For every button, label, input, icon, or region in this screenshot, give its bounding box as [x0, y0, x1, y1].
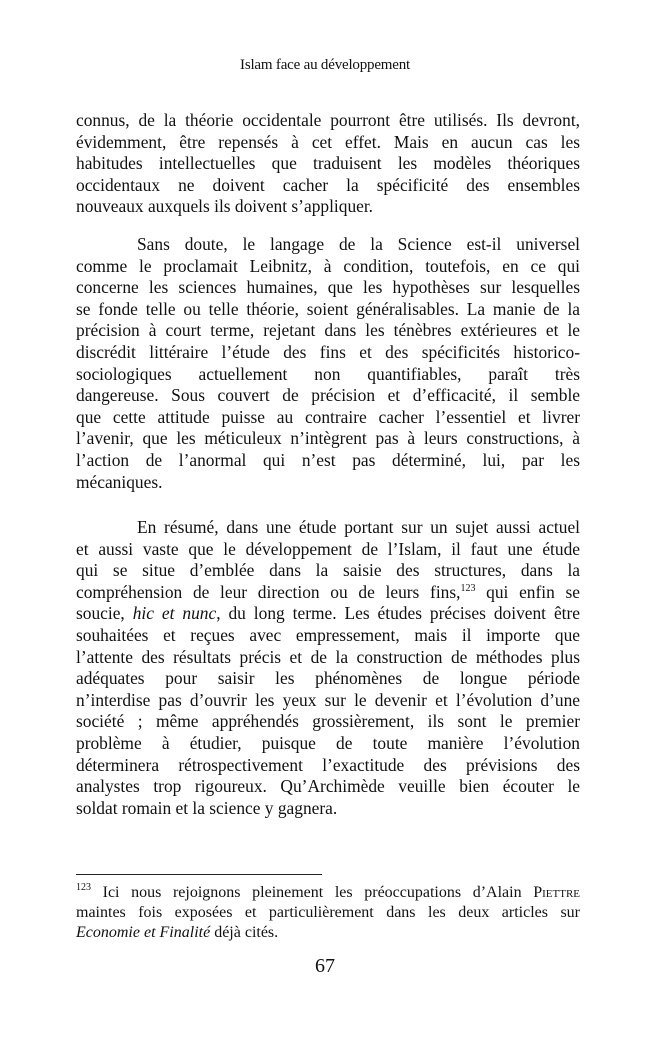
text-line: connus, de la théorie occidentale pourront être utilisés. Ils devront,	[76, 110, 580, 130]
text-line: l’attente des résultats précis et de la construction de méthodes plus	[76, 646, 580, 667]
text-line: précision à court terme, rejetant dans les ténèbres extérieures et le	[76, 320, 580, 341]
text-line: déterminera rétrospectivement l’exactitude des prévisions des	[76, 754, 580, 775]
footnote-separator	[76, 874, 322, 875]
text-line-with-italic	[76, 603, 580, 625]
text-line-with-footnote-ref	[76, 582, 580, 604]
text-line: nouveaux auxquels ils doivent s’appliquer.	[76, 196, 374, 217]
text-line: évidemment, être repensés à cet effet. Mais en aucun cas les	[76, 131, 580, 152]
text-line: qui se situe d’emblée dans la saisie des structures, dans la	[76, 560, 580, 581]
text-line: se fonde telle ou telle théorie, soient généralisables. La manie de la	[76, 298, 580, 319]
footnote-line	[76, 923, 580, 943]
text-line: société ; même appréhendés grossièrement, ils sont le premier	[76, 711, 580, 732]
footnote-reference[interactable]: 123	[460, 582, 476, 594]
italic-phrase: hic et nunc	[132, 603, 217, 624]
text-line: Sans doute, le langage de la Science est-il universel	[137, 234, 580, 254]
text-line: occidentaux ne doivent cacher la spécificité des ensembles	[76, 174, 580, 195]
page-number: 67	[315, 955, 335, 977]
text-line: mécaniques.	[76, 471, 163, 492]
footnote-123	[76, 883, 580, 944]
text-fragment: compréhension de leur direction ou de leurs fins,	[76, 581, 461, 602]
text-line: dangereuse. Sous couvert de précision et d’efficacité, il semble	[76, 385, 580, 406]
text-line: problème à étudier, puisque de toute manière l’évolution	[76, 732, 580, 753]
text-line: l’avenir, que les méticuleux n’intègrent pas à leurs constructions, à	[76, 428, 580, 449]
text-line: habitudes intellectuelles que traduisent les modèles théoriques	[76, 153, 580, 174]
text-line: l’action de l’anormal qui n’est pas déterminé, lui, par les	[76, 449, 580, 470]
text-line: souhaitées et reçues avec empressement, mais il importe que	[76, 624, 580, 645]
text-line: En résumé, dans une étude portant sur un sujet aussi actuel	[137, 517, 580, 537]
text-line: comme le proclamait Leibnitz, à condition, toutefois, en ce qui	[76, 255, 580, 276]
text-line: et aussi vaste que le développement de l’Islam, il faut une étude	[76, 538, 580, 559]
text-fragment: Ici nous rejoignons pleinement les préoccupations d’Alain	[91, 884, 534, 901]
text-fragment: , du long terme. Les études précises doivent être	[216, 603, 581, 624]
italic-title: Economie et Finalité	[76, 924, 211, 942]
footnote-line	[76, 883, 580, 903]
running-title: Islam face au développement	[240, 57, 410, 73]
text-line: concerne les sciences humaines, que les hypothèses sur lesquelles	[76, 277, 580, 298]
text-fragment: déjà cités.	[210, 924, 279, 942]
text-fragment: qui enfin se	[475, 581, 581, 602]
text-line: soldat romain et la science y gagnera.	[76, 797, 338, 818]
paragraph-1	[76, 110, 580, 218]
text-line: sociologiques actuellement non quantifiables, paraît très	[76, 363, 580, 384]
author-name: Piettre	[533, 884, 580, 901]
footnote-number: 123	[76, 882, 91, 893]
text-fragment: soucie,	[76, 603, 133, 624]
paragraph-2	[76, 234, 580, 493]
text-line: n’interdise pas d’ouvrir les yeux sur le devenir et l’évolution d’une	[76, 689, 580, 710]
text-line: que cette attitude puisse au contraire cacher l’essentiel et livrer	[76, 406, 580, 427]
text-line: discrédit littéraire l’étude des fins et des spécificités historico-	[76, 341, 580, 362]
footnote-line: maintes fois exposées et particulièrement dans les deux articles sur	[76, 904, 580, 922]
text-line: analystes trop rigoureux. Qu’Archimède veuille bien écouter le	[76, 776, 580, 797]
text-line: adéquates pour saisir les phénomènes de longue période	[76, 668, 580, 689]
paragraph-3	[76, 517, 580, 819]
